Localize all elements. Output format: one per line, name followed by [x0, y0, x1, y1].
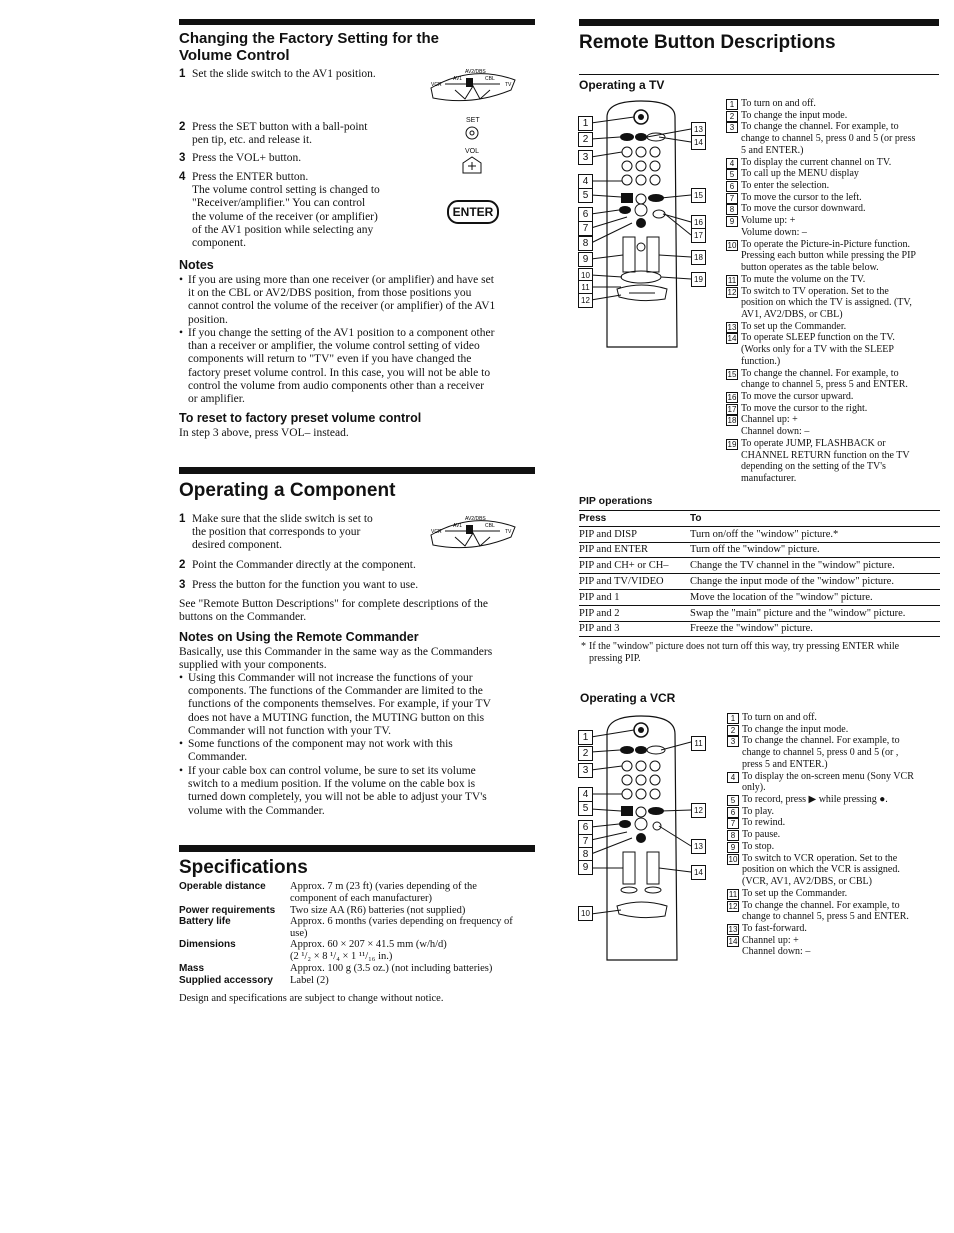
- desc-number: 3: [727, 736, 739, 747]
- desc-text: function.): [741, 355, 781, 367]
- desc-text: To move the cursor to the right.: [741, 402, 868, 414]
- pip-press-cell: PIP and 1: [579, 589, 690, 605]
- callout-11: 11: [578, 280, 593, 295]
- desc-text: change to channel 5, press 0 and 5 (or press: [741, 133, 916, 145]
- table-row: [579, 542, 940, 558]
- pip-press-cell: PIP and ENTER: [579, 542, 690, 558]
- desc-text: To play.: [742, 805, 774, 817]
- pip-to-cell: Freeze the "window" picture.: [690, 621, 940, 637]
- desc-text: To rewind.: [742, 817, 786, 829]
- volume-title: Changing the Factory Setting for the Volume Control: [179, 30, 440, 64]
- section-rule: [179, 845, 535, 852]
- desc-text: To change the channel. For example, to: [742, 899, 900, 911]
- desc-number: 8: [727, 830, 739, 841]
- desc-text: Channel down: –: [741, 426, 810, 438]
- desc-text: To operate JUMP, FLASHBACK or: [741, 437, 886, 449]
- callout-12: 12: [578, 293, 593, 308]
- callout-7: 7: [578, 834, 593, 849]
- pip-heading: PIP operations: [579, 495, 653, 507]
- pip-to-cell: Change the TV channel in the "window" picture.: [690, 558, 940, 574]
- switch-label-top: AV2/DBS: [465, 69, 486, 75]
- desc-number: 5: [727, 795, 739, 806]
- specs-title: Specifications: [179, 857, 308, 878]
- set-label: SET: [466, 117, 480, 124]
- desc-number: 4: [727, 772, 739, 783]
- desc-text: To switch to VCR operation. Set to the: [742, 852, 898, 864]
- callout-6: 6: [578, 820, 593, 835]
- desc-number: 11: [727, 275, 737, 285]
- desc-number: 12: [728, 901, 738, 911]
- desc-number: 13: [727, 322, 737, 332]
- desc-number: 5: [726, 169, 738, 180]
- callout-19: 19: [691, 272, 706, 287]
- desc-text: To turn on and off.: [741, 98, 816, 109]
- table-row: [579, 558, 940, 574]
- svg-text:AV1: AV1: [453, 523, 463, 529]
- table-row: [579, 605, 940, 621]
- tv-callout-lines: [577, 97, 707, 312]
- callout-7: 7: [578, 221, 593, 236]
- desc-text: 5 and ENTER.): [741, 144, 804, 156]
- svg-text:VCR: VCR: [431, 82, 442, 88]
- desc-text: To change the channel. For example, to: [741, 121, 899, 133]
- vcr-heading: Operating a VCR: [580, 691, 676, 705]
- desc-text: To change the input mode.: [742, 723, 849, 735]
- callout-8: 8: [578, 236, 593, 251]
- desc-text: To switch to TV operation. Set to the: [741, 285, 889, 297]
- spec-value: Label (2): [290, 975, 329, 986]
- desc-text: To enter the selection.: [741, 180, 830, 192]
- callout-9: 9: [578, 860, 593, 875]
- svg-text:AV2/DBS: AV2/DBS: [465, 516, 486, 522]
- desc-text: (Works only for a TV with the SLEEP: [741, 344, 894, 356]
- desc-text: To turn on and off.: [742, 712, 817, 723]
- set-button-icon: [465, 126, 479, 140]
- desc-number: 7: [726, 193, 738, 204]
- desc-text: To pause.: [742, 829, 781, 841]
- desc-text: Volume up: +: [741, 215, 796, 227]
- desc-number: 15: [727, 369, 737, 379]
- desc-text: To set up the Commander.: [741, 320, 847, 332]
- callout-8: 8: [578, 847, 593, 862]
- desc-text: press 5 and ENTER.): [742, 758, 828, 770]
- desc-text: depending on the setting of the TV's: [741, 461, 886, 473]
- vol-label: VOL: [465, 148, 480, 155]
- desc-text: position on which the TV is assigned. (TV,: [741, 297, 912, 309]
- svg-text:CBL: CBL: [485, 76, 495, 82]
- desc-number: 12: [727, 287, 737, 297]
- callout-1: 1: [578, 116, 593, 131]
- desc-text: To change the channel. For example, to: [742, 735, 900, 747]
- callout-13: 13: [691, 839, 706, 854]
- desc-number: 16: [727, 393, 737, 402]
- pip-press-cell: PIP and TV/VIDEO: [579, 574, 690, 590]
- svg-text:VCR: VCR: [431, 529, 442, 535]
- desc-number: 6: [726, 181, 738, 192]
- pip-to-cell: Turn on/off the "window" picture.*: [690, 526, 940, 542]
- desc-text: Channel up: +: [741, 414, 798, 426]
- callout-10: 10: [578, 906, 593, 921]
- callout-10: 10: [578, 268, 593, 283]
- desc-number: 9: [727, 842, 739, 853]
- pip-to-cell: Change the input mode of the "window" picture.: [690, 574, 940, 590]
- desc-text: position on which the VCR is assigned.: [742, 864, 900, 876]
- desc-number: 6: [727, 807, 739, 818]
- notes-heading: Notes: [179, 258, 214, 272]
- callout-16: 16: [691, 215, 706, 230]
- desc-text: change to channel 5, press 5 and ENTER.: [741, 379, 908, 391]
- spec-label: Dimensions: [179, 939, 236, 950]
- vol-button-icon: [461, 155, 483, 175]
- spec-label: Power requirements: [179, 905, 276, 916]
- desc-text: To change the input mode.: [741, 109, 848, 121]
- spec-label: Battery life: [179, 916, 231, 927]
- callout-17: 17: [691, 228, 706, 243]
- desc-number: 1: [726, 99, 738, 110]
- pip-to-cell: Move the location of the "window" picture.: [690, 589, 940, 605]
- desc-text: To stop.: [742, 840, 775, 852]
- callout-9: 9: [578, 252, 593, 267]
- desc-number: 3: [726, 122, 738, 133]
- spec-label: Supplied accessory: [179, 975, 273, 986]
- desc-number: 11: [728, 889, 738, 899]
- desc-number: 7: [727, 818, 739, 829]
- desc-number: 8: [726, 204, 738, 215]
- callout-12: 12: [691, 803, 706, 818]
- desc-number: 14: [728, 936, 738, 946]
- callout-13: 13: [691, 122, 706, 137]
- desc-text: change to channel 5, press 0 and 5 (or ,: [742, 747, 899, 759]
- pip-col-to: To: [690, 511, 940, 527]
- spec-value: Approx. 7 m (23 ft) (varies depending of the component of each manufacturer): [290, 881, 477, 904]
- spec-value: Approx. 60 × 207 × 41.5 mm (w/h/d) (2 ¹/₂ × 8 ¹/₄ × 1 ¹¹/₁₆ in.): [290, 939, 447, 962]
- section-rule: [579, 19, 939, 26]
- desc-text: To display the on-screen menu (Sony VCR: [742, 770, 914, 782]
- desc-text: To mute the volume on the TV.: [741, 273, 866, 285]
- component-title: Operating a Component: [179, 480, 396, 501]
- desc-number: 14: [727, 334, 737, 344]
- desc-text: To operate the Picture-in-Picture function.: [741, 238, 910, 250]
- spec-value: Approx. 6 months (varies depending on frequency of use): [290, 916, 513, 939]
- spec-value: Approx. 100 g (3.5 oz.) (not including batteries): [290, 963, 493, 974]
- desc-number: 13: [728, 924, 738, 934]
- commander-intro: Basically, use this Commander in the same way as the Commanders supplied with your components.: [179, 646, 493, 672]
- pip-press-cell: PIP and DISP: [579, 526, 690, 542]
- pip-press-cell: PIP and 3: [579, 621, 690, 637]
- desc-number: 9: [726, 216, 738, 227]
- section-rule: [179, 19, 535, 25]
- desc-number: 2: [726, 111, 738, 122]
- desc-text: (VCR, AV1, AV2/DBS, or CBL): [742, 876, 872, 888]
- remote-title: Remote Button Descriptions: [579, 32, 836, 53]
- callout-3: 3: [578, 763, 593, 778]
- desc-text: To record, press ▶ while pressing ●.: [742, 794, 888, 806]
- desc-text: To display the current channel on TV.: [741, 156, 892, 168]
- callout-4: 4: [578, 174, 593, 189]
- callout-5: 5: [578, 188, 593, 203]
- callout-11: 11: [691, 736, 706, 751]
- callout-1: 1: [578, 730, 593, 745]
- svg-text:TV: TV: [505, 82, 512, 88]
- desc-text: Channel down: –: [742, 946, 811, 958]
- spec-label: Mass: [179, 963, 205, 974]
- desc-text: change to channel 5, press 5 and ENTER.: [742, 911, 909, 923]
- desc-number: 4: [726, 158, 738, 169]
- section-rule: [179, 467, 535, 474]
- callout-2: 2: [578, 132, 593, 147]
- desc-number: 19: [727, 439, 737, 449]
- pip-to-cell: Swap the "main" picture and the "window" picture.: [690, 605, 940, 621]
- pip-col-press: Press: [579, 511, 690, 527]
- desc-number: 10: [728, 854, 738, 864]
- enter-button-icon: ENTER: [447, 200, 499, 224]
- desc-text: To set up the Commander.: [742, 887, 848, 899]
- pip-table: [579, 510, 940, 637]
- callout-15: 15: [691, 188, 706, 203]
- pip-press-cell: PIP and 2: [579, 605, 690, 621]
- commander-notes-heading: Notes on Using the Remote Commander: [179, 630, 419, 644]
- callout-14: 14: [691, 135, 706, 150]
- table-row: [579, 621, 940, 637]
- specs-footer: Design and specifications are subject to change without notice.: [179, 993, 444, 1004]
- desc-text: To call up the MENU display: [741, 168, 859, 180]
- see-text: See "Remote Button Descriptions" for complete descriptions of the buttons on the Commander.: [179, 598, 488, 624]
- desc-number: 10: [727, 240, 737, 250]
- desc-number: 17: [727, 404, 737, 414]
- callout-4: 4: [578, 787, 593, 802]
- callout-5: 5: [578, 801, 593, 816]
- callout-6: 6: [578, 207, 593, 222]
- pip-to-cell: Turn off the "window" picture.: [690, 542, 940, 558]
- divider: [579, 74, 939, 75]
- desc-text: only).: [742, 782, 766, 794]
- desc-number: 1: [727, 713, 739, 724]
- slide-switch-figure: [425, 513, 520, 553]
- table-row: [579, 574, 940, 590]
- svg-text:CBL: CBL: [485, 523, 495, 529]
- desc-text: To fast-forward.: [742, 922, 807, 934]
- pip-press-cell: PIP and CH+ or CH–: [579, 558, 690, 574]
- desc-text: AV1, AV2/DBS, or CBL): [741, 308, 843, 320]
- callout-18: 18: [691, 250, 706, 265]
- callout-14: 14: [691, 865, 706, 880]
- desc-text: Channel up: +: [742, 934, 799, 946]
- table-row: [579, 589, 940, 605]
- vcr-callout-lines: [577, 712, 707, 927]
- tv-heading: Operating a TV: [579, 78, 665, 92]
- spec-value: Two size AA (R6) batteries (not supplied): [290, 905, 466, 916]
- desc-text: CHANNEL RETURN function on the TV: [741, 449, 910, 461]
- desc-text: To move the cursor downward.: [741, 203, 866, 215]
- desc-text: Volume down: –: [741, 226, 807, 238]
- svg-text:TV: TV: [505, 529, 512, 535]
- svg-text:AV1: AV1: [453, 76, 463, 82]
- desc-text: To change the channel. For example, to: [741, 367, 899, 379]
- desc-number: 18: [727, 416, 737, 426]
- spec-label: Operable distance: [179, 881, 266, 892]
- desc-text: manufacturer.: [741, 472, 797, 484]
- callout-2: 2: [578, 746, 593, 761]
- reset-heading: To reset to factory preset volume control: [179, 411, 422, 425]
- callout-3: 3: [578, 150, 593, 165]
- desc-text: To operate SLEEP function on the TV.: [741, 332, 895, 344]
- desc-text: button operates as the table below.: [741, 262, 879, 274]
- reset-text: In step 3 above, press VOL– instead.: [179, 427, 349, 439]
- slide-switch-figure: [425, 66, 520, 106]
- desc-number: 2: [727, 725, 739, 736]
- desc-text: Pressing each button while pressing the PIP: [741, 250, 916, 262]
- desc-text: To move the cursor upward.: [741, 391, 854, 402]
- desc-text: To move the cursor to the left.: [741, 191, 862, 203]
- table-row: [579, 526, 940, 542]
